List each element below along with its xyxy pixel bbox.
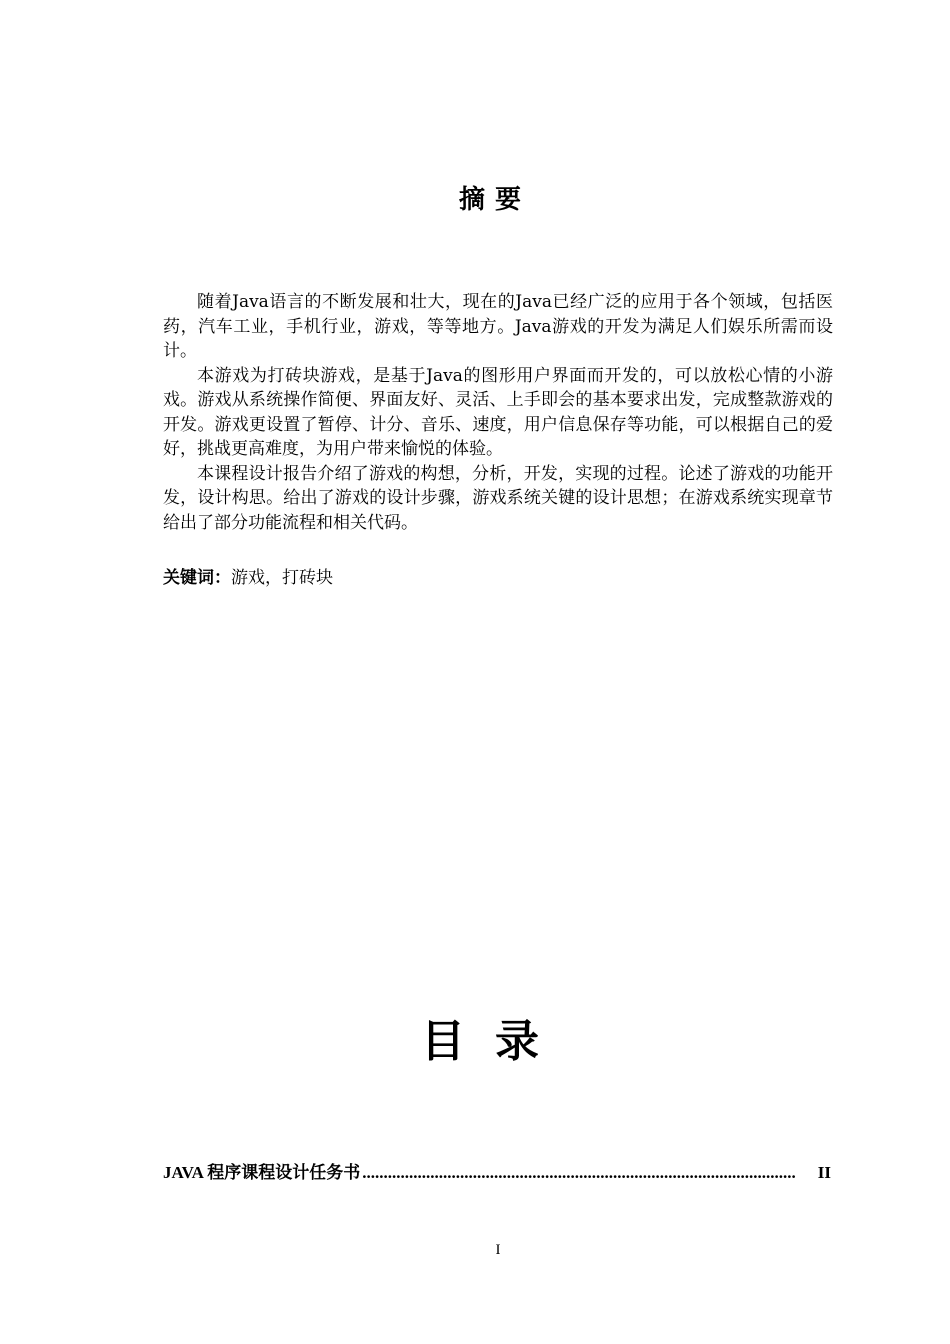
toc-entry-text[interactable]: JAVA 程序课程设计任务书 [163, 1163, 361, 1182]
keywords-label: 关键词： [163, 568, 231, 588]
toc-entry-leader: ...................................................................................................... [362, 1163, 796, 1182]
abstract-paragraph: 随着Java语言的不断发展和壮大，现在的Java已经广泛的应用于各个领域，包括医药，汽车工业，手机行业，游戏，等等地方。Java游戏的开发为满足人们娱乐所需而设计。 [163, 292, 833, 361]
keywords-line [163, 566, 333, 590]
abstract-paragraph: 本课程设计报告介绍了游戏的构想，分析，开发，实现的过程。论述了游戏的功能开发，设计构思。给出了游戏的设计步骤，游戏系统关键的设计思想；在游戏系统实现章节给出了部分功能流程和相关代码。 [163, 463, 833, 533]
toc-entry-page[interactable]: II [817, 1163, 831, 1182]
abstract-title: 摘要 [458, 185, 531, 215]
keywords-value: 游戏，打砖块 [231, 568, 333, 588]
abstract-paragraph: 本游戏为打砖块游戏，是基于Java的图形用户界面而开发的，可以放松心情的小游戏。游戏从系统操作简便、界面友好、灵活、上手即会的基本要求出发，完成整款游戏的开发。游戏更设置了暂停、计分、音乐、速度，用户信息保存等功能，可以根据自己的爱好，挑战更高难度，为用户带来愉悦的体验。 [163, 365, 833, 459]
toc-title: 目录 [421, 1016, 569, 1067]
page-number: I [495, 1242, 501, 1258]
toc-entry[interactable] [163, 1160, 831, 1186]
abstract-body [163, 290, 833, 535]
